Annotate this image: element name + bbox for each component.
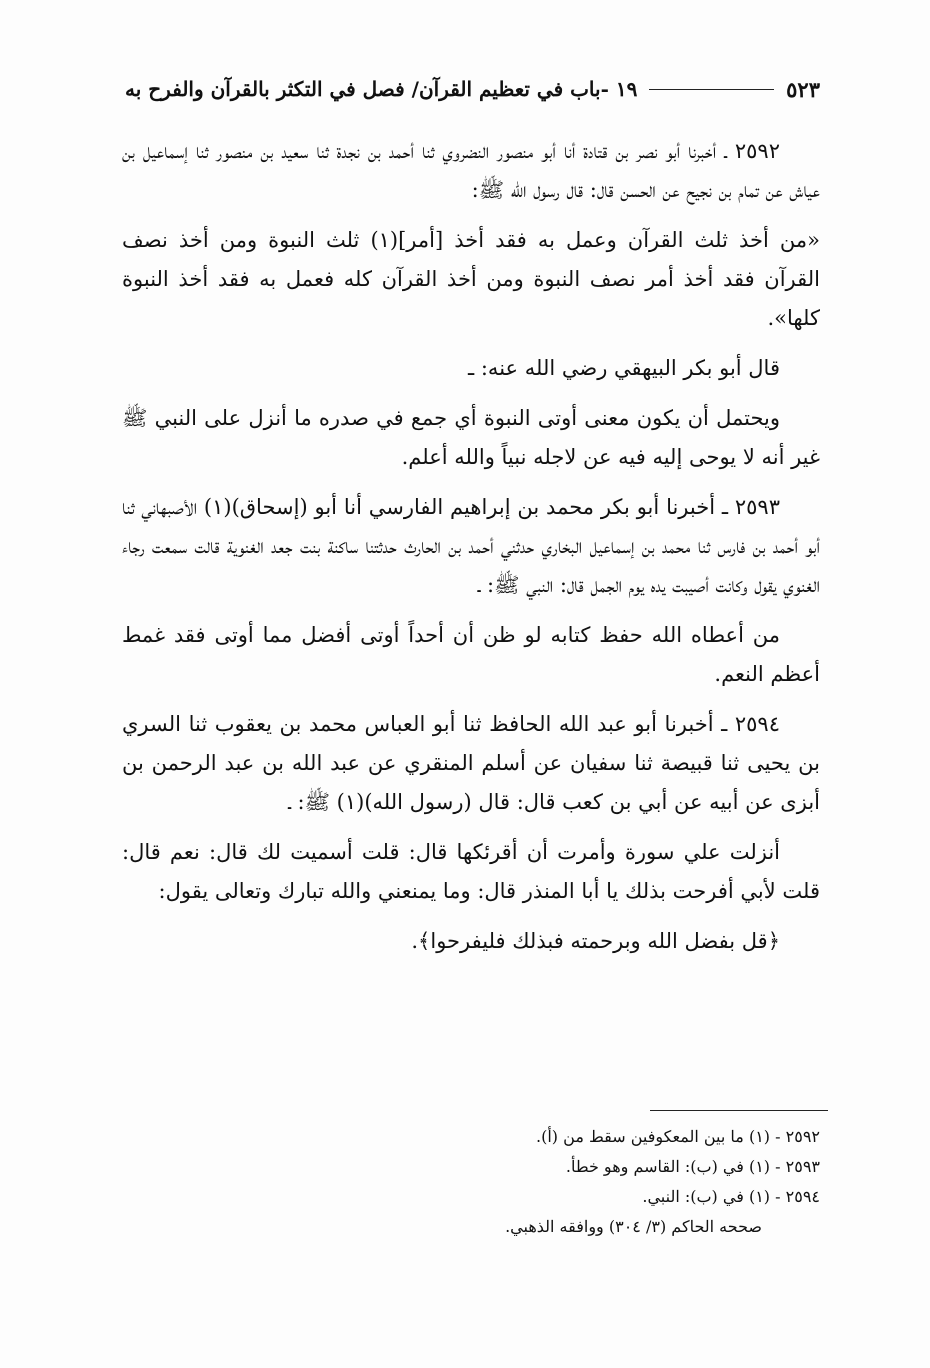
footnote-separator (650, 1110, 828, 1111)
footnote-2594: ٢٥٩٤ - (١) في (ب): النبي. (642, 1187, 820, 1206)
footnote-2593: ٢٥٩٣ - (١) في (ب): القاسم وهو خطأ. (565, 1157, 820, 1176)
quran-verse: ﴿قل بفضل الله وبرحمته فبذلك فليفرحوا﴾. (411, 929, 780, 953)
bayhaqi-comment-intro: قال أبو بكر البيهقي رضي الله عنه: ـ (468, 356, 780, 380)
hadith-2592-text: «من أخذ ثلث القرآن وعمل به فقد أخذ [أمر](١) ثلث النبوة ومن أخذ نصف القرآن فقد أخذ أمر نصف النبوة ومن أخذ القرآن كله فعمل به فقد أخذ النبوة كلها». (122, 228, 820, 330)
hadith-2594-text: أنزلت علي سورة وأمرت أن أقرئكها قال: قلت أسميت لك قال: نعم قال: قلت لأبي أفرحت بذلك يا أبا المنذر قال: وما يمنعني والله تبارك وتعالى يقول: (122, 840, 820, 903)
hadith-2593-chain: ٢٥٩٣ ـ أخبرنا أبو بكر محمد بن إبراهيم الفارسي أنا أبو (إسحاق)(١) الأصبهاني ثنا أبو أحمد بن فارس ثنا محمد بن إسماعيل البخاري حدثني أحمد بن الحارث حدثتنا ساكنة بنت جعد الغنوية قالت سمعت رجاء الغنوي يقول وكانت أصيبت يده يوم الجمل قال: النبي ﷺ: ـ (122, 495, 820, 597)
running-title: ١٩ -باب في تعظيم القرآن/ فصل في التكثر بالقرآن والفرح به (125, 77, 638, 101)
footnote-2594-continuation: صححه الحاكم (٣/ ٣٠٤) ووافقه الذهبي. (505, 1217, 762, 1236)
header-rule (649, 89, 774, 90)
bayhaqi-comment: ويحتمل أن يكون معنى أوتى النبوة أي جمع في صدره ما أنزل على النبي ﷺ غير أنه لا يوحى إليه فيه عن لاجله نبياً والله أعلم. (122, 406, 820, 469)
page-header (125, 72, 820, 106)
hadith-2594-chain: ٢٥٩٤ ـ أخبرنا أبو عبد الله الحافظ ثنا أبو العباس محمد بن يعقوب ثنا السري بن يحيى ثنا قبيصة ثنا سفيان عن أسلم المنقري عن عبد الله بن عبد الرحمن بن أبزى عن أبيه عن أبي بن كعب قال: قال (رسول الله)(١) ﷺ: ـ (122, 712, 820, 814)
footnotes (300, 1122, 820, 1242)
footnote-2592: ٢٥٩٢ - (١) ما بين المعكوفين سقط من (أ). (536, 1127, 820, 1146)
hadith-2592-chain: ٢٥٩٢ ـ أخبرنا أبو نصر بن قتادة أنا أبو منصور النضروي ثنا أحمد بن نجدة ثنا سعيد بن منصور ثنا إسماعيل بن عياش عن تمام بن نجيح عن الحسن قال: قال رسول الله ﷺ: (122, 139, 820, 202)
hadith-2593-text: من أعطاه الله حفظ كتابه لو ظن أن أحداً أوتى أفضل مما أوتى فقد غمط أعظم النعم. (122, 623, 820, 686)
page-number: ٥٢٣ (786, 76, 820, 102)
body-text (122, 132, 820, 972)
